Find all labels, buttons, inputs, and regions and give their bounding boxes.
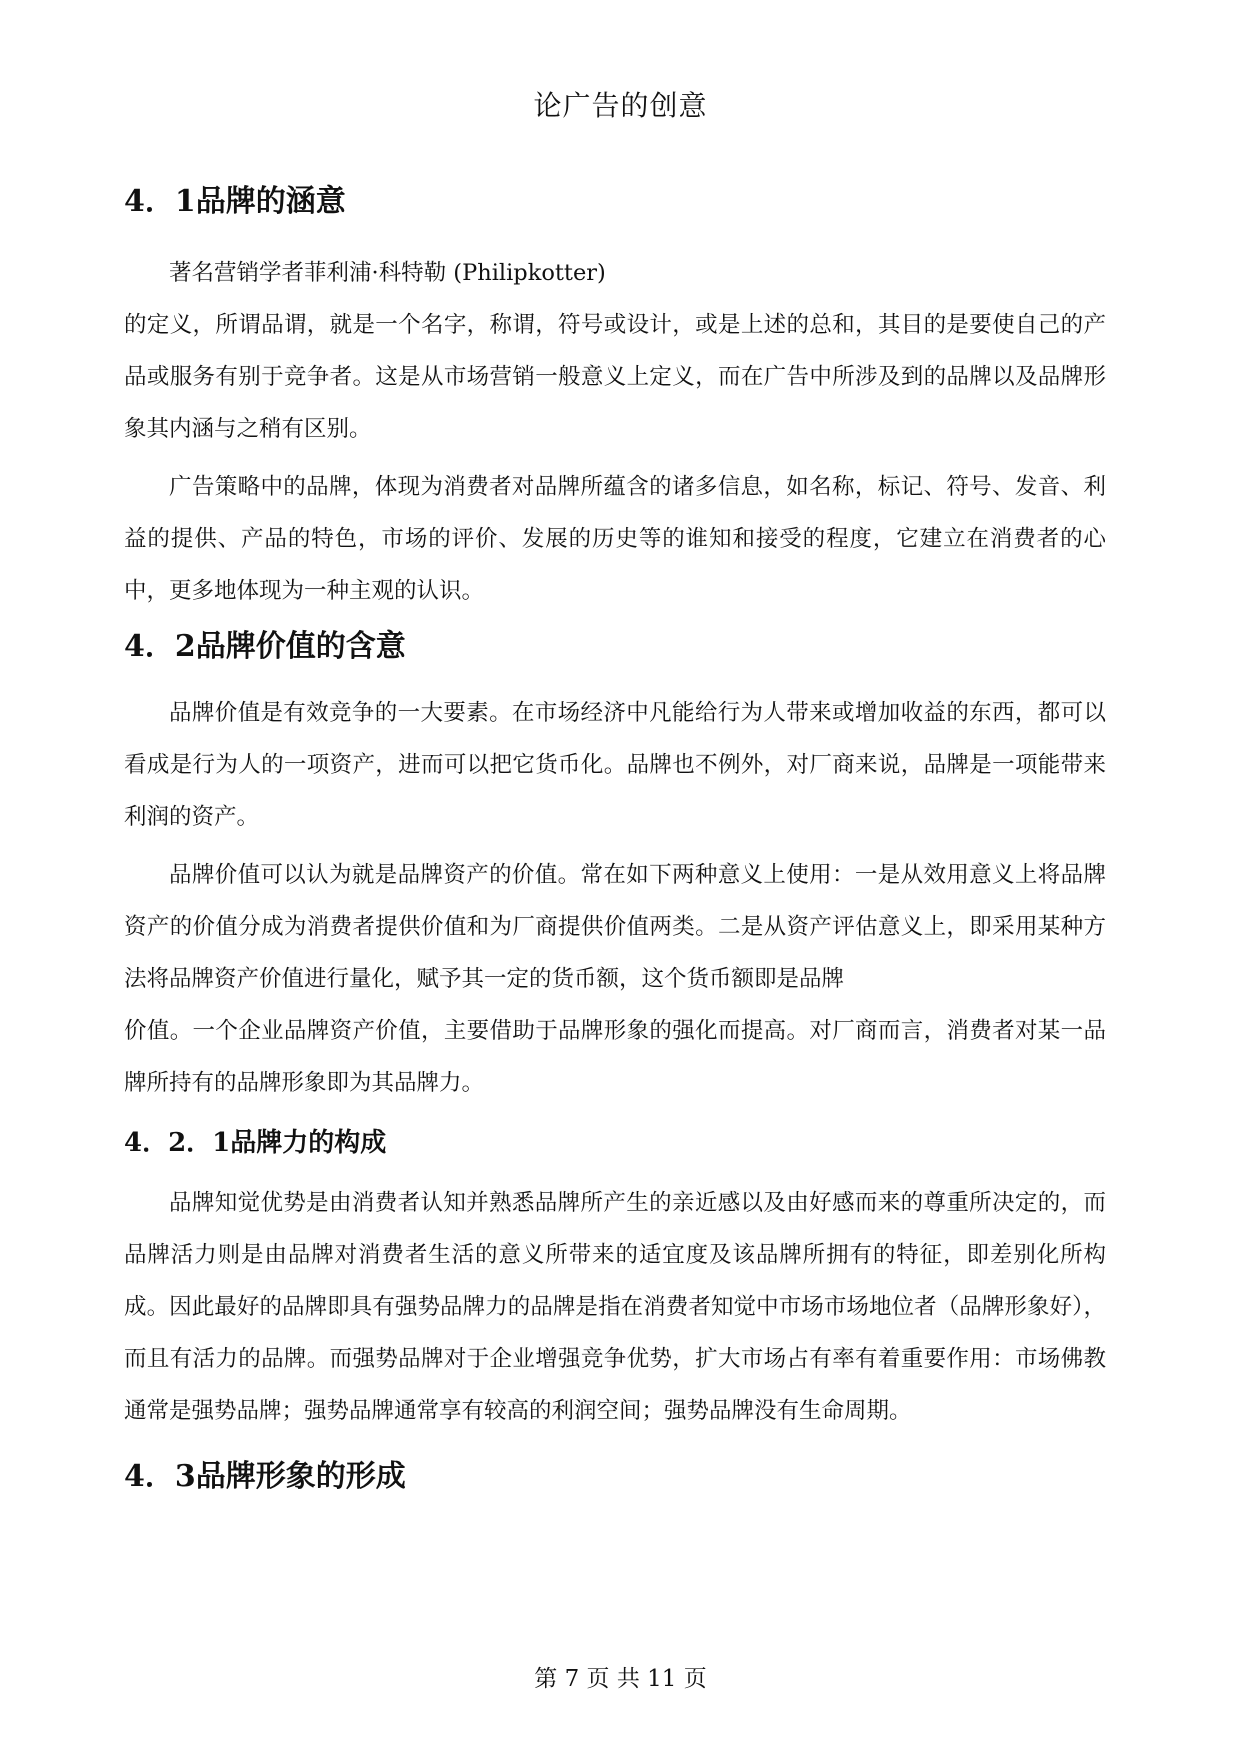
paragraph-brand-value-intro: 品牌价值是有效竞争的一大要素。在市场经济中凡能给行为人带来或增加收益的东西，都可以看成是行为人的一项资产，进而可以把它货币化。品牌也不例外，对厂商来说，品牌是一项能带来利润的资产。 — [124, 700, 1106, 830]
section-heading-4-2: 4．2品牌价值的含意 — [124, 629, 406, 664]
paragraph-brand-value-meaning: 品牌价值可以认为就是品牌资产的价值。常在如下两种意义上使用：一是从效用意义上将品牌资产的价值分成为消费者提供价值和为厂商提供价值两类。二是从资产评估意义上，即采用某种方法将品牌资产价值进行量化，赋予其一定的货币额，这个货币额即是品牌 — [124, 862, 1106, 992]
paragraph-brand-power: 品牌知觉优势是由消费者认知并熟悉品牌所产生的亲近感以及由好感而来的尊重所决定的，而品牌活力则是由品牌对消费者生活的意义所带来的适宜度及该品牌所拥有的特征，即差别化所构成。因此最好的品牌即具有强势品牌力的品牌是指在消费者知觉中市场市场地位者（品牌形象好），而且有活力的品牌。而强势品牌对于企业增强竞争优势，扩大市场占有率有着重要作用：市场佛教通常是强势品牌；强势品牌通常享有较高的利润空间；强势品牌没有生命周期。 — [124, 1190, 1106, 1424]
paragraph-brand-in-ad-strategy: 广告策略中的品牌，体现为消费者对品牌所蕴含的诸多信息，如名称，标记、符号、发音、利益的提供、产品的特色，市场的评价、发展的历史等的谁知和接受的程度，它建立在消费者的心中，更多地体现为一种主观的认识。 — [124, 474, 1106, 604]
section-heading-4-2-1: 4．2．1品牌力的构成 — [124, 1128, 387, 1158]
paragraph-brand-definition: 的定义，所谓品谓，就是一个名字，称谓，符号或设计，或是上述的总和，其目的是要使自己的产品或服务有别于竞争者。这是从市场营销一般意义上定义，而在广告中所涉及到的品牌以及品牌形象其内涵与之稍有区别。 — [124, 312, 1106, 442]
document-body — [124, 180, 1106, 1499]
paragraph-brand-value-continued: 价值。一个企业品牌资产价值，主要借助于品牌形象的强化而提高。对厂商而言，消费者对某一品牌所持有的品牌形象即为其品牌力。 — [124, 1018, 1106, 1096]
page-number-footer: 第 7 页 共 11 页 — [534, 1666, 707, 1692]
page-header-title: 论广告的创意 — [533, 89, 708, 122]
section-heading-4-1: 4．1品牌的涵意 — [124, 184, 346, 219]
paragraph-brand-definition-intro: 著名营销学者菲利浦·科特勒 (Philipkotter) — [169, 260, 606, 286]
section-heading-4-3: 4．3品牌形象的形成 — [124, 1459, 406, 1494]
